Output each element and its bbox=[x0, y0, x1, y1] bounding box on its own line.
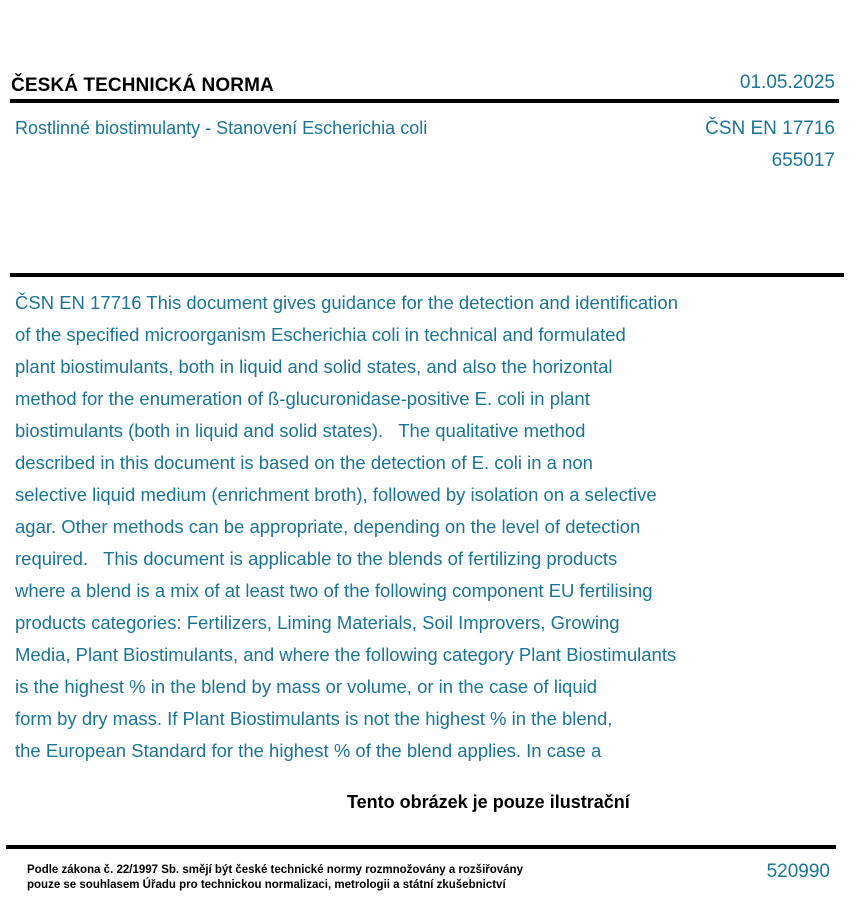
footer-divider bbox=[6, 845, 836, 849]
abstract-line: products categories: Fertilizers, Liming Materials, Soil Improvers, Growing bbox=[15, 612, 620, 633]
document-type-title: ČESKÁ TECHNICKÁ NORMA bbox=[11, 75, 274, 96]
classification-code: 655017 bbox=[771, 150, 835, 171]
document-number: 520990 bbox=[766, 861, 830, 882]
legal-notice-line: pouze se souhlasem Úřadu pro technickou normalizaci, metrologii a státní zkušebnictví bbox=[27, 879, 506, 891]
abstract-line: is the highest % in the blend by mass or volume, or in the case of liquid bbox=[15, 676, 598, 697]
abstract-line: where a blend is a mix of at least two of the following component EU fertilising bbox=[15, 580, 653, 601]
abstract-line: selective liquid medium (enrichment broth), followed by isolation on a selective bbox=[15, 484, 657, 505]
abstract-text bbox=[15, 290, 678, 770]
abstract-line: the European Standard for the highest % of the blend applies. In case a bbox=[15, 740, 602, 761]
header-divider bbox=[10, 99, 839, 103]
abstract-line: described in this document is based on the detection of E. coli in a non bbox=[15, 452, 593, 473]
legal-notice-line: Podle zákona č. 22/1997 Sb. smějí být české technické normy rozmnožovány a rozšiřovány bbox=[27, 864, 523, 876]
abstract-line: Media, Plant Biostimulants, and where the following category Plant Biostimulants bbox=[15, 644, 677, 665]
standard-code: ČSN EN 17716 bbox=[705, 118, 835, 139]
illustration-note: Tento obrázek je pouze ilustrační bbox=[347, 792, 630, 812]
section-divider bbox=[10, 273, 844, 277]
abstract-line: method for the enumeration of ß-glucuronidase-positive E. coli in plant bbox=[15, 388, 590, 409]
abstract-line: agar. Other methods can be appropriate, depending on the level of detection bbox=[15, 516, 641, 537]
abstract-line: ČSN EN 17716 This document gives guidance for the detection and identification bbox=[15, 292, 678, 313]
abstract-line: form by dry mass. If Plant Biostimulants is not the highest % in the blend, bbox=[15, 708, 613, 729]
legal-notice bbox=[27, 863, 523, 893]
abstract-line: plant biostimulants, both in liquid and solid states, and also the horizontal bbox=[15, 356, 613, 377]
abstract-line: of the specified microorganism Escherichia coli in technical and formulated bbox=[15, 324, 626, 345]
standard-title: Rostlinné biostimulanty - Stanovení Escherichia coli bbox=[15, 118, 428, 138]
abstract-line: required. This document is applicable to the blends of fertilizing products bbox=[15, 548, 618, 569]
abstract-line: biostimulants (both in liquid and solid states). The qualitative method bbox=[15, 420, 586, 441]
publication-date: 01.05.2025 bbox=[739, 72, 835, 93]
